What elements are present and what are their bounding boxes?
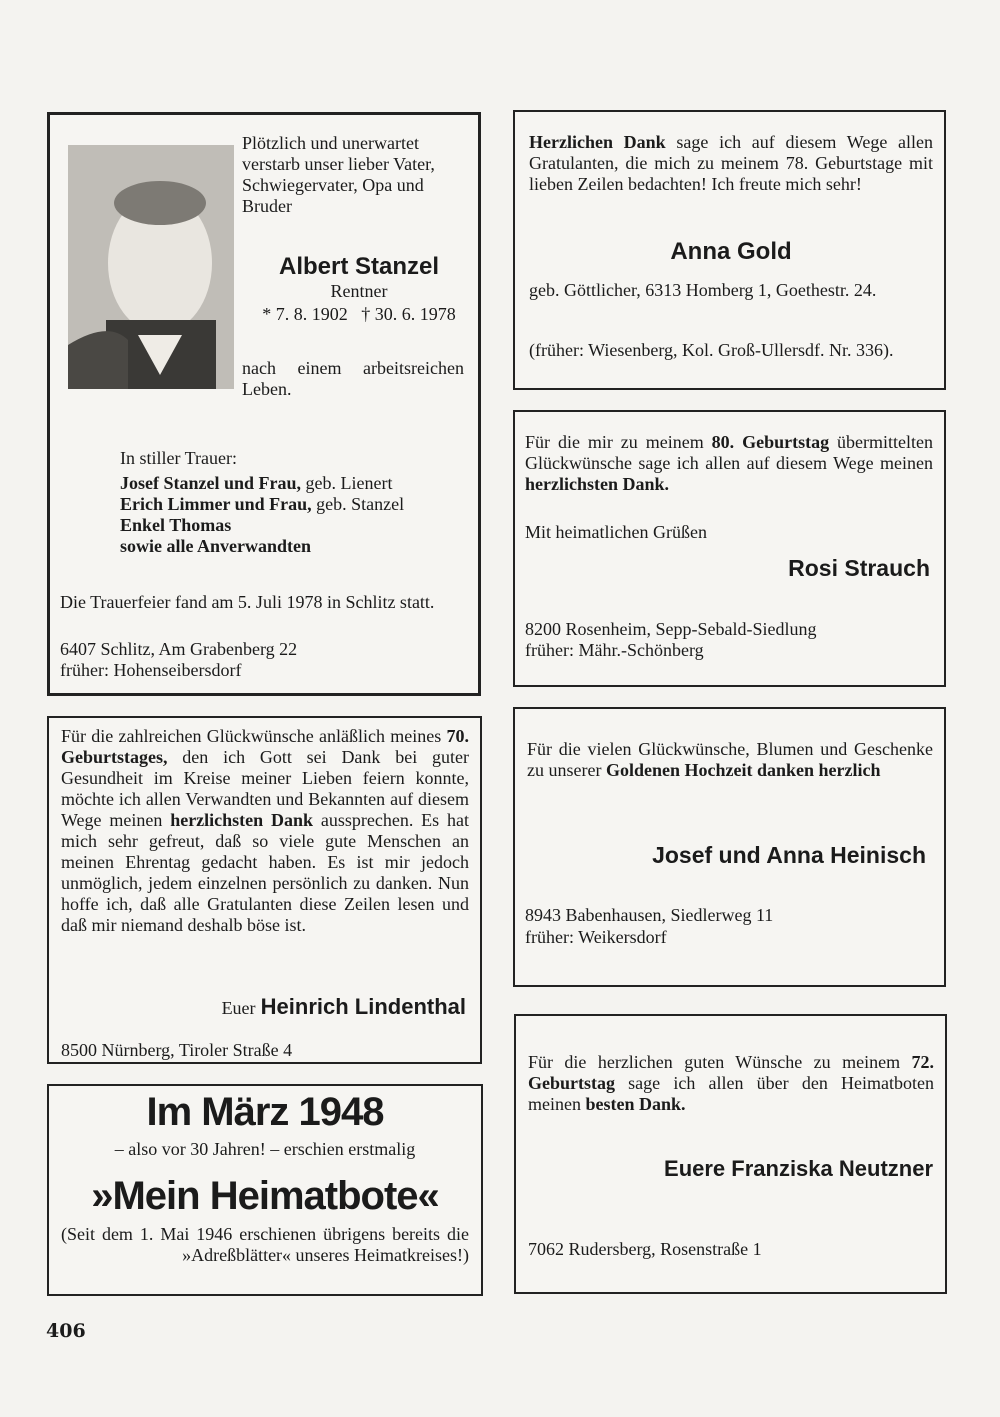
lindenthal-signature: Euer Heinrich Lindenthal — [221, 994, 466, 1019]
heinisch-former: früher: Weikersdorf — [525, 927, 667, 947]
neutzner-box — [514, 1014, 947, 1294]
strauch-address: 8200 Rosenheim, Sepp-Sebald-Siedlung — [525, 619, 817, 639]
funeral-info: Die Trauerfeier fand am 5. Juli 1978 in Schlitz statt. — [60, 592, 435, 612]
obituary-box — [47, 112, 481, 696]
strauch-name: Rosi Strauch — [788, 555, 930, 581]
neutzner-address: 7062 Rudersberg, Rosenstraße 1 — [528, 1239, 762, 1259]
lindenthal-box — [47, 716, 482, 1064]
heimatbote-box — [47, 1084, 483, 1296]
strauch-box — [513, 410, 946, 687]
neutzner-name: Euere Franziska Neutzner — [664, 1156, 933, 1181]
heinisch-address: 8943 Babenhausen, Siedlerweg 11 — [525, 905, 774, 925]
mourner-2: Erich Limmer und Frau, geb. Stanzel — [120, 494, 405, 514]
heimatbote-note: (Seit dem 1. Mai 1946 erschienen übrigens bereits die »Adreßblätter« unseres Heimatkreises!) — [61, 1224, 469, 1265]
deceased-name: Albert Stanzel — [278, 253, 440, 280]
heimatbote-headline: Im März 1948 — [146, 1090, 384, 1134]
obituary-life: nach einem arbeitsreichen Leben. — [242, 358, 464, 399]
heinisch-box — [513, 707, 946, 987]
heimatbote-title: »Mein Heimatbote« — [91, 1174, 439, 1218]
gold-box — [513, 110, 946, 390]
lindenthal-address: 8500 Nürnberg, Tiroler Straße 4 — [61, 1040, 293, 1060]
mourner-1: Josef Stanzel und Frau, geb. Lienert — [120, 473, 393, 493]
heimatbote-line: – also vor 30 Jahren! – erschien erstmalig — [114, 1139, 416, 1159]
gold-former: (früher: Wiesenberg, Kol. Groß-Ullersdf. Nr. 336). — [529, 340, 894, 360]
obituary-intro: Plötzlich und unerwartet verstarb unser lieber Vater, Schwiegervater, Opa und Bruder — [242, 133, 435, 216]
gold-address: geb. Göttlicher, 6313 Homberg 1, Goethestr. 24. — [529, 280, 877, 300]
obituary-former: früher: Hohenseibersdorf — [60, 660, 242, 680]
strauch-greeting: Mit heimatlichen Grüßen — [525, 522, 707, 542]
mourning-label: In stiller Trauer: — [120, 448, 237, 468]
neutzner-text: Für die herzlichen guten Wünsche zu meinem 72. Geburtstag sage ich allen über den Heimatboten meinen besten Dank. — [528, 1052, 934, 1114]
obituary-address: 6407 Schlitz, Am Grabenberg 22 — [60, 639, 298, 659]
deceased-occupation: Rentner — [330, 281, 388, 301]
lindenthal-text: Für die zahlreichen Glückwünsche anläßlich meines 70. Geburtstages, den ich Gott sei Dank bei guter Gesundheit im Kreise meiner Lieben feiern konnte, möchte ich allen Verwandten und Bekannten auf diesem Wege meinen herzlichsten Dank aussprechen. Es hat mich sehr gefreut, daß so viele gute Menschen an meinen Ehrentag gedacht haben. Es ist mir jedoch unmöglich, jedem einzelnen persönlich zu danken. Nun hoffe ich, daß alle Gratulanten diese Zeilen lesen und daß mir niemand deshalb böse ist. — [61, 726, 469, 935]
strauch-text: Für die mir zu meinem 80. Geburtstag übermittelten Glückwünsche sage ich allen auf diesem Wege meinen herzlichsten Dank. — [525, 432, 933, 494]
mourner-4: sowie alle Anverwandten — [120, 536, 311, 556]
deceased-dates: * 7. 8. 1902 † 30. 6. 1978 — [262, 304, 456, 324]
page-number: 406 — [46, 1320, 86, 1342]
gold-text: Herzlichen Dank sage ich auf diesem Wege allen Gratulanten, die mich zu meinem 78. Geburtstage mit lieben Zeilen bedachten! Ich freute mich sehr! — [529, 132, 934, 194]
mourner-3: Enkel Thomas — [120, 515, 232, 535]
gold-name: Anna Gold — [670, 238, 792, 265]
portrait-photo — [68, 145, 234, 389]
heinisch-name: Josef und Anna Heinisch — [652, 842, 926, 868]
heinisch-text: Für die vielen Glückwünsche, Blumen und Geschenke zu unserer Goldenen Hochzeit danken herzlich — [527, 739, 933, 780]
strauch-former: früher: Mähr.-Schönberg — [525, 640, 704, 660]
mourners-list — [120, 473, 480, 557]
